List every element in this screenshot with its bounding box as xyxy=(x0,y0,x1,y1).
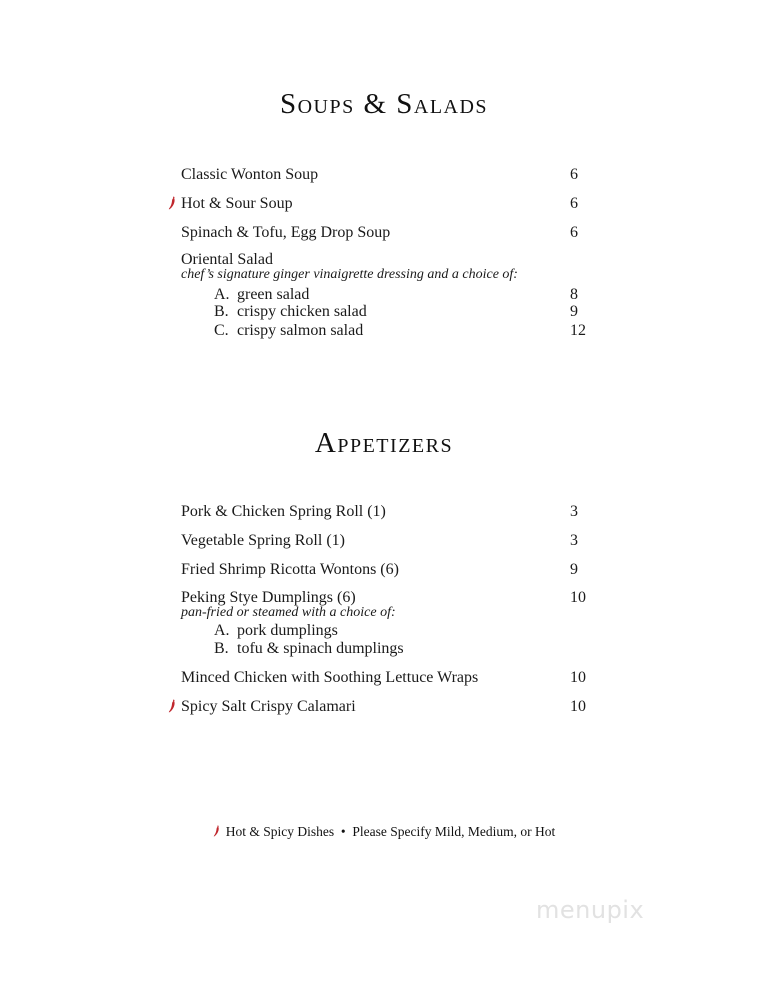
menu-item xyxy=(181,561,591,583)
item-name: Spinach & Tofu, Egg Drop Soup xyxy=(181,224,391,241)
item-name: Hot & Sour Soup xyxy=(181,195,293,212)
item-price: 6 xyxy=(570,195,578,212)
chili-pepper-icon xyxy=(168,699,176,713)
item-name: Oriental Salad xyxy=(181,251,273,268)
item-price: 10 xyxy=(570,589,586,606)
option-label: tofu & spinach dumplings xyxy=(237,640,404,657)
footer-text: Hot & Spicy Dishes • Please Specify Mild, Medium, or Hot xyxy=(225,824,556,839)
item-price: 3 xyxy=(570,503,578,520)
chili-pepper-icon xyxy=(168,196,176,210)
item-price: 6 xyxy=(570,224,578,241)
item-name: Fried Shrimp Ricotta Wontons (6) xyxy=(181,561,399,578)
menu-item xyxy=(181,532,591,554)
item-price: 3 xyxy=(570,532,578,549)
option-row xyxy=(214,286,591,304)
option-row xyxy=(214,640,591,658)
watermark-logo: menupix xyxy=(536,896,645,924)
option-price: 9 xyxy=(570,303,578,320)
option-price: 8 xyxy=(570,286,578,303)
item-price: 9 xyxy=(570,561,578,578)
option-label: crispy salmon salad xyxy=(237,322,364,339)
item-name: Spicy Salt Crispy Calamari xyxy=(181,698,356,715)
section-title-appetizers: Appetizers xyxy=(314,427,454,459)
item-description: chef’s signature ginger vinaigrette dressing and a choice of: xyxy=(181,267,518,282)
option-label: green salad xyxy=(237,286,310,303)
option-letter: B. xyxy=(214,303,229,320)
menu-item xyxy=(181,503,591,525)
item-price: 10 xyxy=(570,698,586,715)
option-row xyxy=(214,622,591,640)
footer-note xyxy=(0,824,768,840)
option-price: 12 xyxy=(570,322,586,339)
option-letter: B. xyxy=(214,640,229,657)
option-letter: C. xyxy=(214,322,229,339)
menu-item xyxy=(181,669,591,691)
item-price: 6 xyxy=(570,166,578,183)
option-letter: A. xyxy=(214,622,230,639)
menu-item xyxy=(181,698,591,720)
menu-item xyxy=(181,195,591,217)
menu-item xyxy=(181,224,591,246)
option-label: crispy chicken salad xyxy=(237,303,367,320)
item-name: Classic Wonton Soup xyxy=(181,166,319,183)
item-price: 10 xyxy=(570,669,586,686)
item-name: Peking Stye Dumplings (6) xyxy=(181,589,356,606)
item-name: Vegetable Spring Roll (1) xyxy=(181,532,345,549)
chili-pepper-icon xyxy=(213,825,220,837)
menu-item xyxy=(181,166,591,188)
item-name: Pork & Chicken Spring Roll (1) xyxy=(181,503,386,520)
option-row xyxy=(214,303,591,321)
section-title-soups-salads: Soups & Salads xyxy=(279,88,489,120)
option-row xyxy=(214,322,591,340)
item-name: Minced Chicken with Soothing Lettuce Wraps xyxy=(181,669,479,686)
option-letter: A. xyxy=(214,286,230,303)
option-label: pork dumplings xyxy=(237,622,338,639)
item-description: pan-fried or steamed with a choice of: xyxy=(181,605,396,620)
